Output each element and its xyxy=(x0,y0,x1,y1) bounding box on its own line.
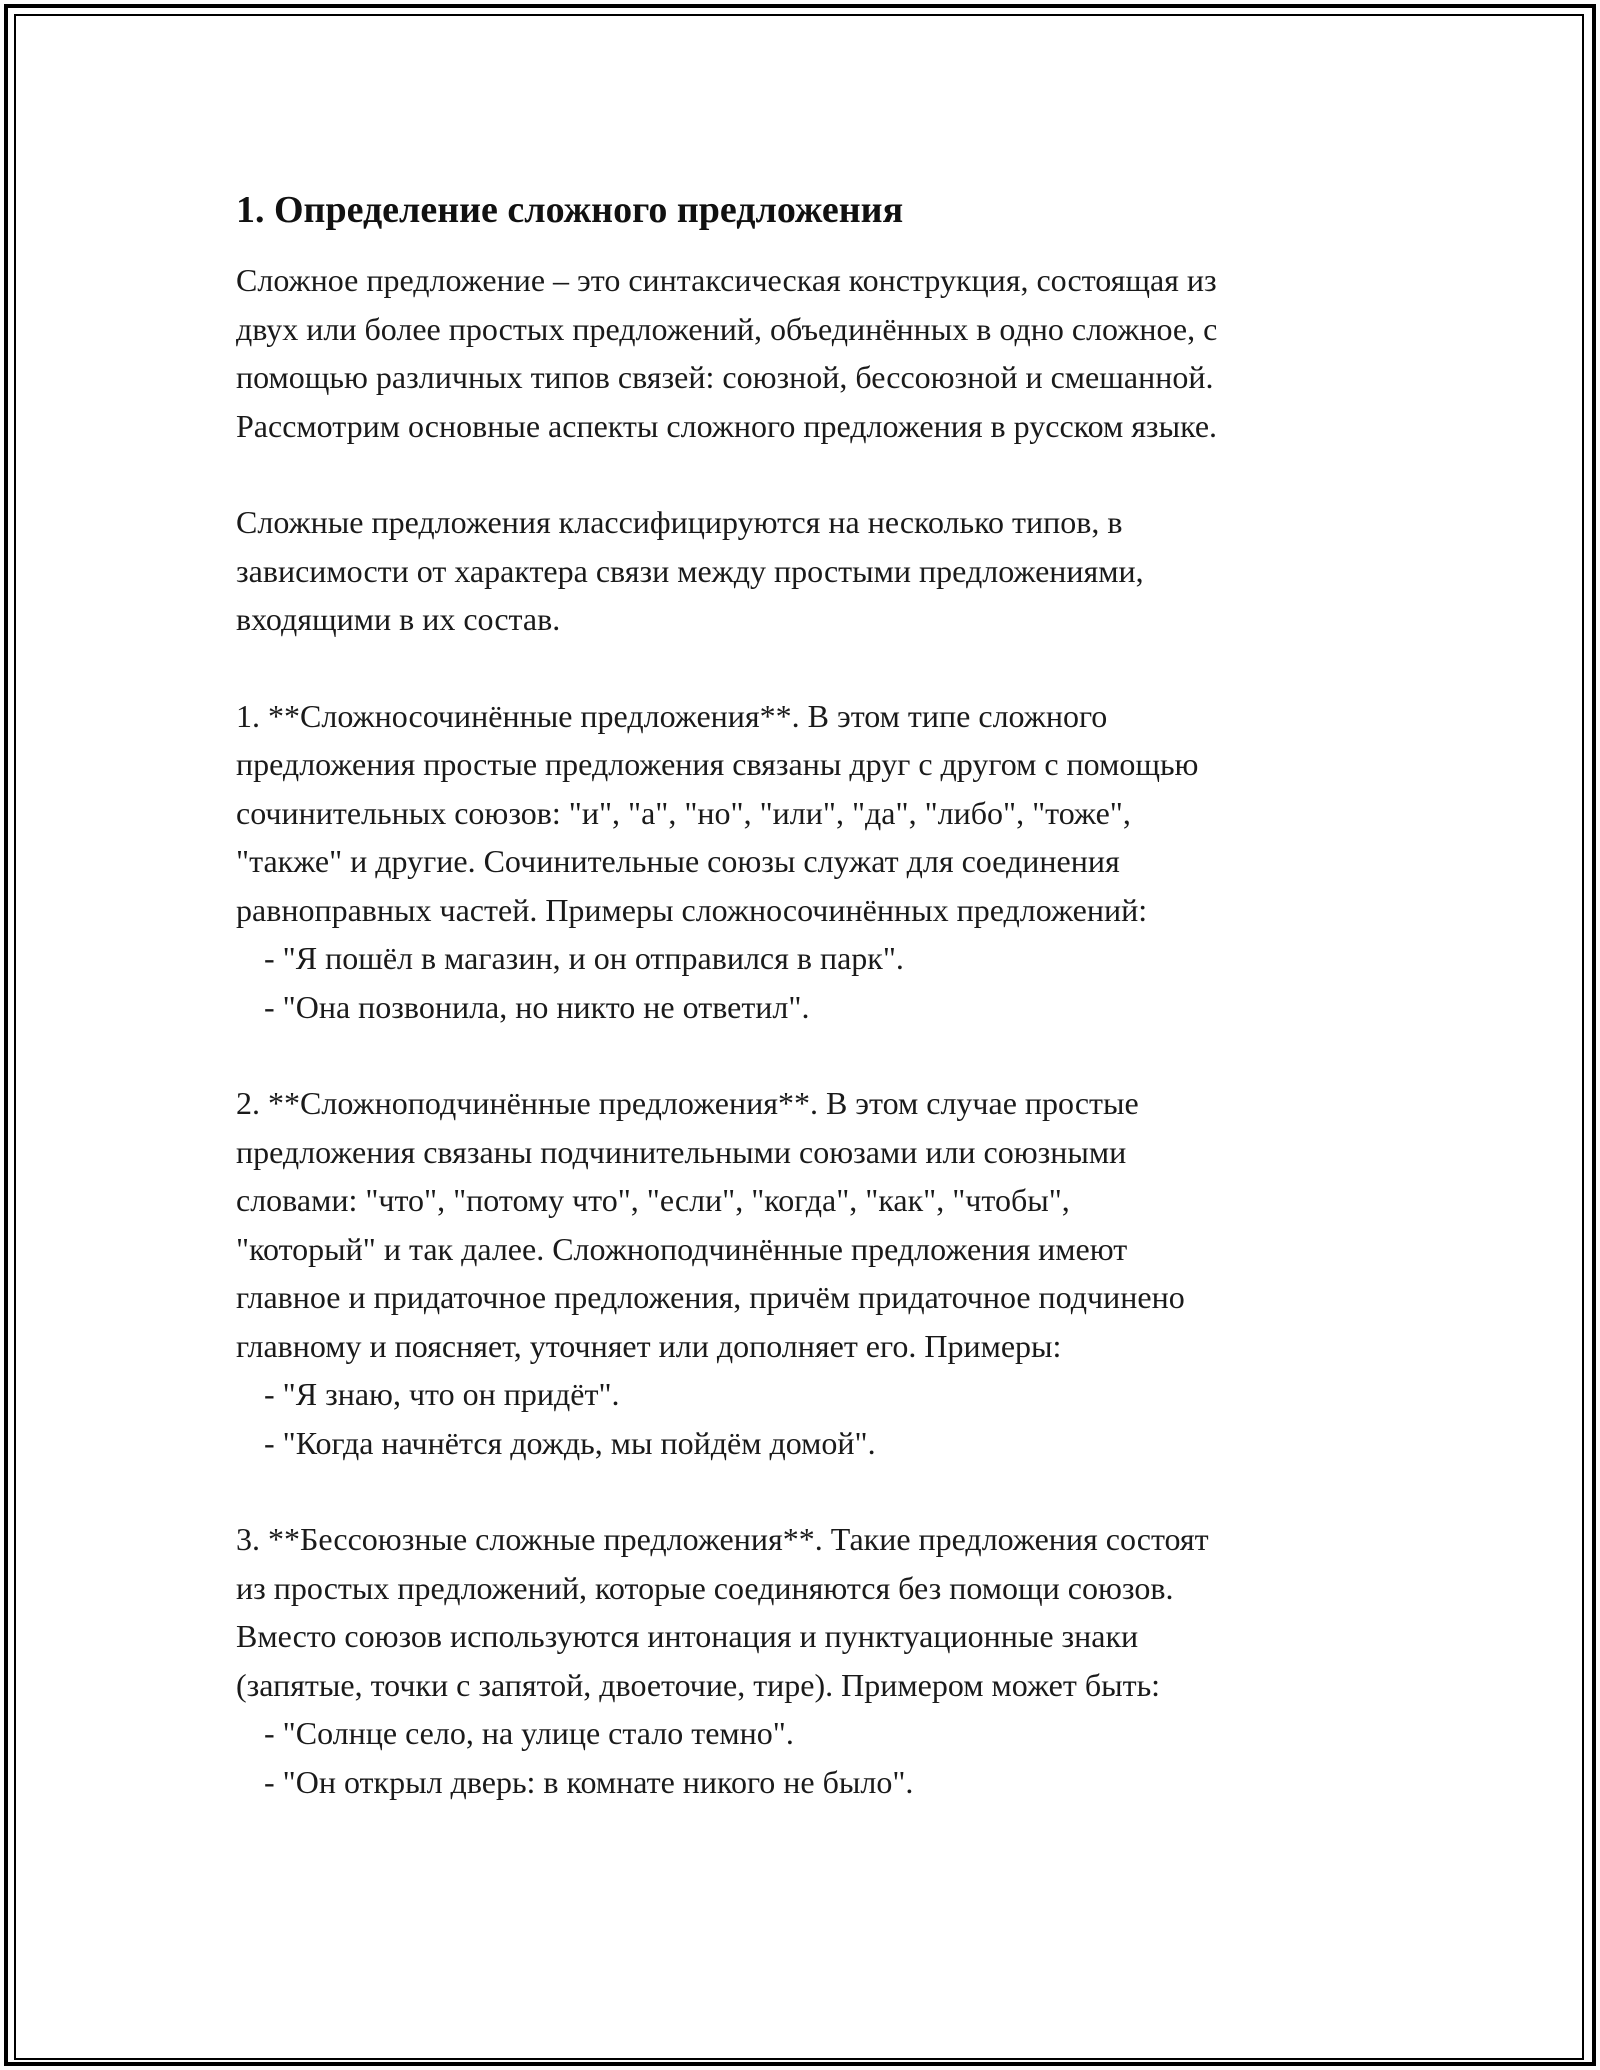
text-line: сочинительных союзов: "и", "а", "но", "или", "да", "либо", "тоже", xyxy=(236,794,1131,831)
text-line: входящими в их состав. xyxy=(236,601,561,637)
text-line: помощью различных типов связей: союзной, бессоюзной и смешанной. xyxy=(236,359,1214,395)
text-line: Рассмотрим основные аспекты сложного предложения в русском языке. xyxy=(236,407,1218,444)
text-line: предложения связаны подчинительными союзами или союзными xyxy=(236,1133,1127,1170)
text-line: из простых предложений, которые соединяются без помощи союзов. xyxy=(236,1569,1174,1606)
text-line: зависимости от характера связи между простыми предложениями, xyxy=(236,552,1144,589)
classification-paragraph xyxy=(236,498,1416,644)
text-line: главное и придаточное предложения, причём придаточное подчинено xyxy=(236,1279,1185,1315)
example-item: - "Солнце село, на улице стало темно". xyxy=(264,1715,794,1751)
text-line: 3. **Бессоюзные сложные предложения**. Такие предложения состоят xyxy=(236,1521,1209,1557)
example-item: - "Когда начнётся дождь, мы пойдём домой". xyxy=(264,1424,876,1461)
complex-sentences-paragraph xyxy=(236,1079,1416,1467)
text-line: Вместо союзов используются интонация и пунктуационные знаки xyxy=(236,1618,1139,1654)
asyndetic-sentences-paragraph xyxy=(236,1515,1416,1806)
text-line: главному и поясняет, уточняет или дополняет его. Примеры: xyxy=(236,1327,1062,1364)
text-line: "который" и так далее. Сложноподчинённые предложения имеют xyxy=(236,1230,1128,1267)
text-line: Сложное предложение – это синтаксическая конструкция, состоящая из xyxy=(236,262,1217,298)
example-item: - "Я пошёл в магазин, и он отправился в парк". xyxy=(264,940,904,976)
text-line: "также" и другие. Сочинительные союзы служат для соединения xyxy=(236,843,1120,879)
text-line: словами: "что", "потому что", "если", "когда", "как", "чтобы", xyxy=(236,1182,1070,1218)
text-line: равноправных частей. Примеры сложносочинённых предложений: xyxy=(236,891,1148,928)
example-item: - "Она позвонила, но никто не ответил". xyxy=(264,988,810,1025)
example-item: - "Он открыл дверь: в комнате никого не было". xyxy=(264,1763,914,1800)
intro-paragraph xyxy=(236,256,1416,450)
example-item: - "Я знаю, что он придёт". xyxy=(264,1376,620,1412)
text-line: (запятые, точки с запятой, двоеточие, тире). Примером может быть: xyxy=(236,1666,1161,1703)
text-line: предложения простые предложения связаны друг с другом с помощью xyxy=(236,746,1199,782)
text-line: Сложные предложения классифицируются на несколько типов, в xyxy=(236,504,1123,540)
section-heading: 1. Определение сложного предложения xyxy=(236,189,904,231)
text-line: двух или более простых предложений, объединённых в одно сложное, с xyxy=(236,310,1218,347)
text-line: 1. **Сложносочинённые предложения**. В этом типе сложного xyxy=(236,697,1108,734)
compound-sentences-paragraph xyxy=(236,692,1416,1032)
text-line: 2. **Сложноподчинённые предложения**. В этом случае простые xyxy=(236,1085,1139,1121)
document-body xyxy=(236,186,1416,1854)
